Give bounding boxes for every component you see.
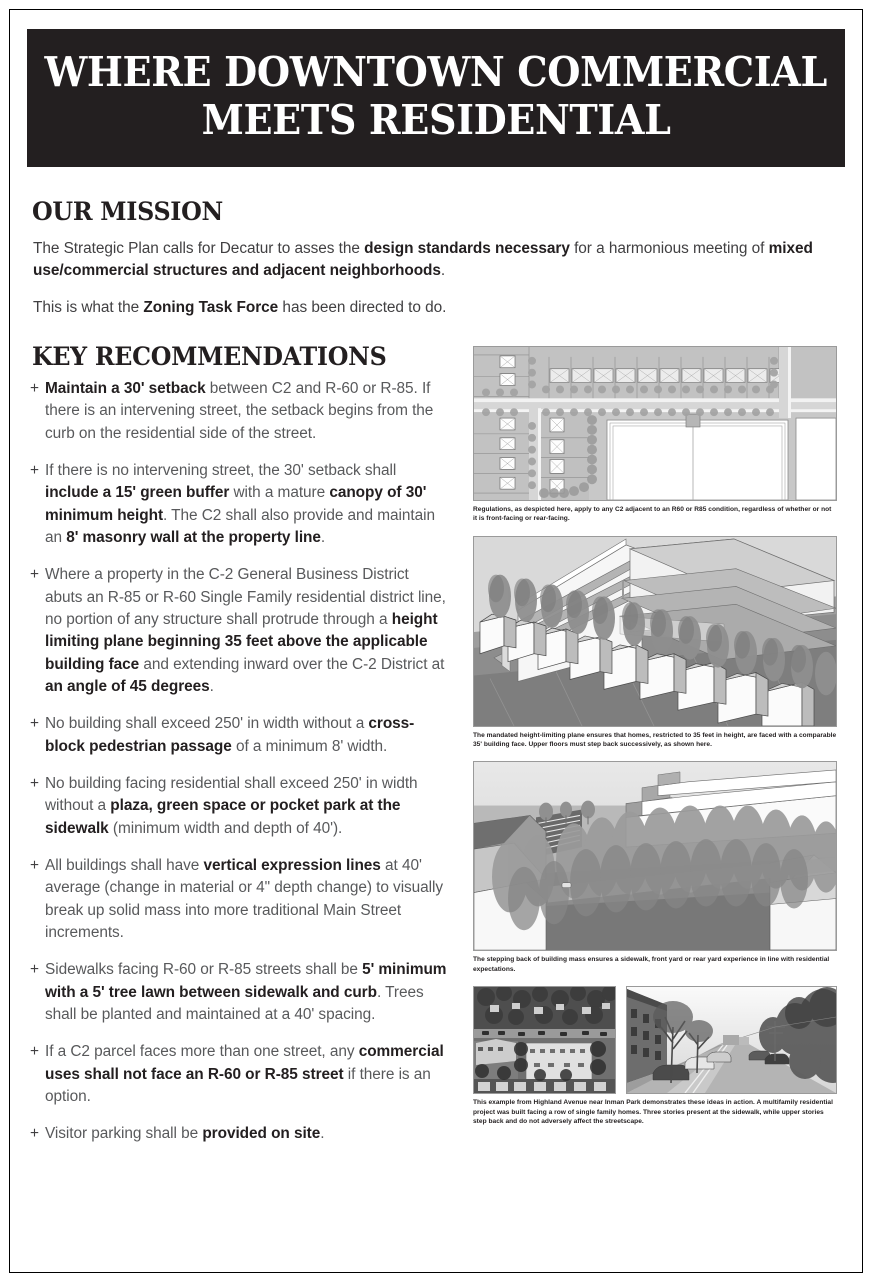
figures-column <box>473 346 837 1138</box>
body-text: If a C2 parcel faces more than one street, any <box>45 1043 359 1061</box>
height-limiting-plane-massing-diagram <box>473 536 837 727</box>
massing-caption: The mandated height-limiting plane ensures that homes, restricted to 35 feet in height, are faced with a comparable 35' building face. Upper floors must step back successively, as shown here. <box>473 731 837 749</box>
massing-svg <box>474 537 836 726</box>
title-line-2: MEETS RESIDENTIAL <box>201 96 671 144</box>
recommendation-item-height-limiting-plane <box>30 564 450 698</box>
recommendation-item-vertical-expression-lines <box>30 855 450 944</box>
site-plan-caption: Regulations, as despicted here, apply to any C2 adjacent to an R60 or R85 condition, regardless of whether or not it is front-facing or rear-facing. <box>473 506 832 523</box>
bullet-plus-icon: + <box>30 715 39 733</box>
site-plan-svg <box>474 347 836 500</box>
body-text: . Trees shall be planted and maintained at a 40' spacing. <box>45 983 424 1023</box>
body-text: . The C2 shall also provide and maintain an <box>45 506 435 546</box>
body-text: . <box>209 677 214 695</box>
body-text: if there is an option. <box>45 1065 431 1105</box>
bullet-plus-icon: + <box>30 774 39 792</box>
mission-p2-pre: This is what the <box>33 298 144 316</box>
emphasis-text: 5' minimum with a 5' tree lawn between sidewalk and curb <box>45 961 447 1001</box>
body-text: with a mature <box>229 484 330 502</box>
mission-p2-end: has been directed to do. <box>278 298 447 316</box>
recommendation-text <box>45 855 450 944</box>
photo-pair-caption: This example from Highland Avenue near Inman Park demonstrates these ideas in action. A multifamily residential project was built facing a row of single family homes. Three stories present at the sidewalk, while upper stories step back and do not adversely affect the streetscape. <box>473 1099 833 1125</box>
emphasis-text: 8' masonry wall at the property line <box>66 528 321 546</box>
recommendation-text <box>45 378 450 445</box>
body-text: Where a property in the C-2 General Business District abuts an R-85 or R-60 Single Family residential district line, no portion of any structure shall protrude through a <box>45 566 446 628</box>
recommendation-item-visitor-parking <box>30 1123 450 1145</box>
mission-body <box>33 238 837 319</box>
body-text: of a minimum 8' width. <box>231 737 388 755</box>
stepped-massing-street-view-diagram <box>473 761 837 951</box>
recommendation-item-setback <box>30 378 450 445</box>
body-text: Sidewalks facing R-60 or R-85 streets shall be <box>45 961 363 979</box>
recommendations-list <box>30 378 450 1146</box>
figure-site-plan <box>473 346 837 524</box>
aerial-photo <box>473 986 616 1094</box>
bullet-plus-icon: + <box>30 461 39 479</box>
body-text: All buildings shall have <box>45 856 204 874</box>
emphasis-text: Maintain a 30' setback <box>45 380 206 397</box>
recommendation-text <box>45 564 450 698</box>
mission-paragraph-1 <box>33 238 837 282</box>
mission-p1-pre: The Strategic Plan calls for Decatur to asses the <box>33 240 365 257</box>
figure-street-view <box>473 761 837 974</box>
mission-p1-end: . <box>440 261 446 279</box>
body-text: between C2 and R-60 or R-85. If there is an intervening street, the setback begins from the curb on the residential side of the street. <box>45 380 434 442</box>
emphasis-text: an angle of 45 degrees <box>45 677 210 695</box>
emphasis-text: cross-block pedestrian passage <box>45 715 415 755</box>
mission-p1-bold-1: design standards necessary <box>364 240 570 257</box>
recommendation-text <box>45 959 450 1026</box>
body-text: . <box>320 528 326 546</box>
recommendation-text <box>45 460 450 549</box>
bullet-plus-icon: + <box>30 566 39 584</box>
mission-p1-bold-2: mixed use/commercial structures and adjacent neighborhoods <box>33 240 813 279</box>
body-text: and extending inward over the C-2 District at <box>139 655 445 673</box>
mission-heading: OUR MISSION <box>32 197 223 226</box>
street-view-svg <box>474 762 836 950</box>
emphasis-text: plaza, green space or pocket park at the sidewalk <box>45 797 401 837</box>
mission-p1-mid: for a harmonious meeting of <box>569 240 769 257</box>
figure-massing <box>473 536 837 750</box>
body-text: Visitor parking shall be <box>45 1125 203 1143</box>
emphasis-text: commercial uses shall not face an R-60 or R-85 street <box>45 1043 444 1083</box>
bullet-plus-icon: + <box>30 1125 39 1143</box>
recommendation-item-sidewalk-tree-lawn <box>30 959 450 1026</box>
body-text: at 40' average (change in material or 4" depth change) to visually break up solid mass into more traditional Main Street increments. <box>45 856 444 941</box>
body-text: . <box>320 1125 325 1143</box>
recommendation-text <box>45 713 450 758</box>
recommendation-item-green-buffer <box>30 460 450 549</box>
bullet-plus-icon: + <box>30 1043 39 1061</box>
title-banner <box>27 29 845 167</box>
recommendation-item-cross-block-passage <box>30 713 450 758</box>
body-text: If there is no intervening street, the 30' setback shall <box>45 461 397 479</box>
street-photo-svg <box>627 987 836 1093</box>
bullet-plus-icon: + <box>30 380 39 397</box>
emphasis-text: vertical expression lines <box>203 856 381 874</box>
figure-photo-pair <box>473 986 837 1126</box>
recommendation-text <box>45 1041 450 1108</box>
recommendation-item-plaza-pocket-park <box>30 773 450 840</box>
body-text: (minimum width and depth of 40'). <box>108 819 343 837</box>
bullet-plus-icon: + <box>30 856 39 874</box>
emphasis-text: canopy of 30' minimum height <box>45 484 427 524</box>
mission-paragraph-2 <box>33 297 837 319</box>
photo-row <box>473 986 837 1094</box>
body-text: No building facing residential shall exceed 250' in width without a <box>45 774 418 815</box>
recommendation-text <box>45 773 450 840</box>
body-text: No building shall exceed 250' in width without a <box>45 715 369 733</box>
title-line-1: WHERE DOWNTOWN COMMERCIAL <box>44 47 828 96</box>
recommendation-text <box>45 1123 450 1145</box>
street-view-caption: The stepping back of building mass ensures a sidewalk, front yard or rear yard experience in line with residential expectations. <box>473 956 830 973</box>
bullet-plus-icon: + <box>30 961 39 979</box>
site-plan-diagram <box>473 346 837 501</box>
key-recommendations-heading: KEY RECOMMENDATIONS <box>32 342 387 371</box>
recommendation-item-commercial-orientation <box>30 1041 450 1108</box>
street-photo <box>626 986 837 1094</box>
emphasis-text: provided on site <box>202 1125 321 1143</box>
emphasis-text: height limiting plane beginning 35 feet above the applicable building face <box>45 610 438 673</box>
mission-p2-bold: Zoning Task Force <box>143 298 279 316</box>
emphasis-text: include a 15' green buffer <box>45 484 230 502</box>
aerial-photo-svg <box>474 987 615 1093</box>
